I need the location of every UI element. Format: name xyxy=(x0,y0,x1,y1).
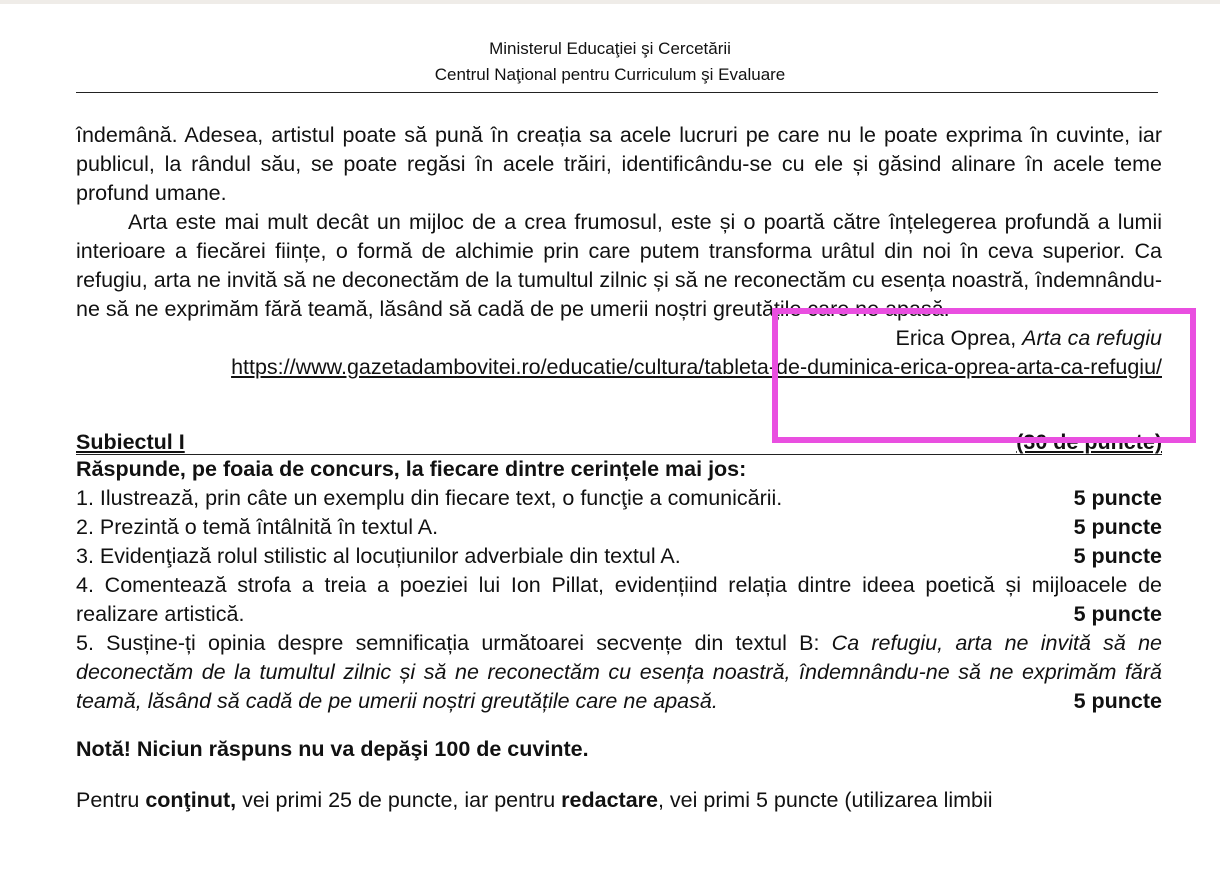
annotation-highlight-box xyxy=(772,308,1196,443)
scoring-text: vei primi 25 de puncte, iar pentru xyxy=(236,788,562,812)
author-name: Erica Oprea, xyxy=(895,326,1023,350)
scoring-writing-label: redactare xyxy=(561,788,658,812)
page-top-edge xyxy=(0,0,1220,4)
text-b-paragraph-1: îndemână. Adesea, artistul poate să pună în creația sa acele lucruri pe care nu le poate exprima în cuvinte, iar publicul, la rândul său, se poate regăsi în acele trăiri, identificându-se cu ele și găsind alinare în acele teme profund umane. xyxy=(76,123,1162,205)
scoring-text: Pentru xyxy=(76,788,146,812)
question-points: 5 puncte xyxy=(1073,689,1162,713)
word-limit-note: Notă! Niciun răspuns nu va depăşi 100 de cuvinte. xyxy=(76,737,589,761)
work-title: Arta ca refugiu xyxy=(1022,326,1162,350)
question-text: 4. Comentează strofa a treia a poeziei lui Ion Pillat, evidențiind relația dintre ideea poetică și mijloacele de realizare artistică. xyxy=(76,573,1162,626)
question-text: 1. Ilustrează, prin câte un exemplu din fiecare text, o funcţie a comunicării. xyxy=(76,486,783,510)
question-item-5 xyxy=(76,629,1162,716)
question-item xyxy=(76,484,1162,513)
question-points: 5 puncte xyxy=(1073,602,1162,626)
question-points: 5 puncte xyxy=(1073,486,1162,510)
scoring-info xyxy=(76,786,1162,815)
scoring-content-label: conţinut, xyxy=(145,788,237,812)
question-text: 5. Susține-ți opinia despre semnificația următoarei secvențe din textul B: xyxy=(76,631,832,655)
question-item xyxy=(76,542,1162,571)
question-points: 5 puncte xyxy=(1073,515,1162,539)
text-b-paragraph-2: Arta este mai mult decât un mijloc de a crea frumosul, este și o poartă către înțelegerea profundă a lumii interioare a fiecărei ființe, o formă de alchimie prin care putem transforma urâtul din noi în ceva superior. Ca refugiu, arta ne invită să ne deconectăm de la tumultul zilnic și să ne reconectăm cu esența noastră, îndemnându-ne să ne exprimăm fără teamă, lăsând să cadă de pe umerii noștri greutățile care ne apasă. xyxy=(76,210,1162,321)
header-ministry: Ministerul Educaţiei şi Cercetării xyxy=(489,39,731,58)
header-center: Centrul Naţional pentru Curriculum şi Evaluare xyxy=(434,65,786,84)
question-points: 5 puncte xyxy=(1073,544,1162,568)
question-item xyxy=(76,513,1162,542)
question-text: 2. Prezintă o temă întâlnită în textul A. xyxy=(76,515,439,539)
quoted-sequence: Ca refugiu, arta ne invită să ne deconectăm de la tumultul zilnic și să ne reconectăm cu esența noastră, îndemnându-ne să ne exprimăm fără teamă, lăsând să cadă de pe umerii noștri greutățile care ne apasă. xyxy=(76,631,1163,713)
question-text: 3. Evidenţiază rolul stilistic al locuțiunilor adverbiale din textul A. xyxy=(76,544,681,568)
document-body xyxy=(76,121,1162,815)
source-link[interactable]: https://www.gazetadambovitei.ro/educatie/cultura/tableta-de-duminica-erica-oprea-arta-ca-refugiu/ xyxy=(231,355,1162,379)
scoring-text: , vei primi 5 puncte (utilizarea limbii xyxy=(657,788,993,812)
document-header xyxy=(0,36,1220,88)
header-divider xyxy=(76,92,1158,93)
subject-points: (30 de puncte) xyxy=(1016,430,1162,454)
subject-instruction: Răspunde, pe foaia de concurs, la fiecare dintre cerințele mai jos: xyxy=(76,457,747,481)
question-item xyxy=(76,571,1162,629)
subject-title: Subiectul I xyxy=(76,430,185,454)
